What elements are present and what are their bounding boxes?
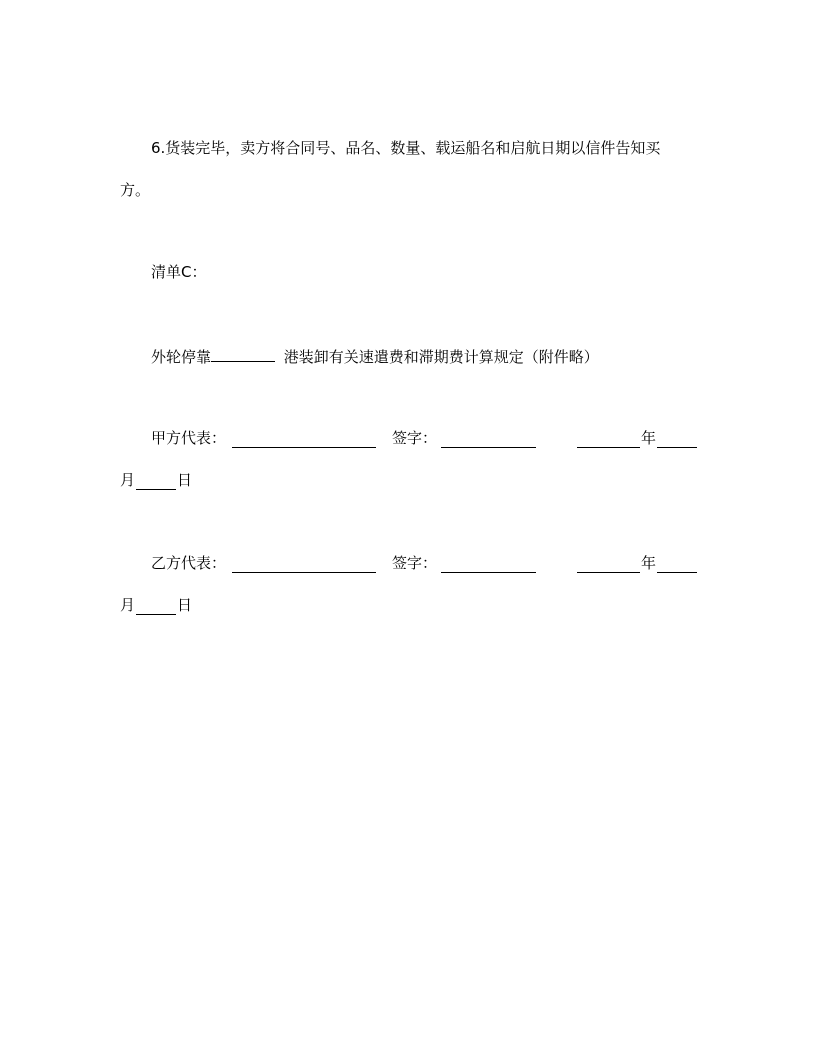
berth-prefix: 外轮停靠 <box>151 348 212 366</box>
party-b-month-blank[interactable] <box>657 556 697 573</box>
party-a-signature-blank[interactable] <box>441 431 536 448</box>
berth-suffix: 港装卸有关速遣费和滞期费计算规定（附件略） <box>283 348 599 366</box>
party-b-representative-label: 乙方代表： <box>151 554 227 572</box>
party-a-day-blank[interactable] <box>136 473 176 490</box>
party-b-year-blank[interactable] <box>577 556 640 573</box>
party-a-representative-blank[interactable] <box>232 431 376 448</box>
party-b-sign-label: 签字： <box>392 554 438 572</box>
party-b-signature-blank[interactable] <box>441 556 536 573</box>
party-a-representative-label: 甲方代表： <box>151 429 227 447</box>
clause-6-line-1: 6.货装完毕，卖方将合同号、品名、数量、载运船名和启航日期以信件告知买 <box>151 139 661 157</box>
party-a-sign-label: 签字： <box>392 429 438 447</box>
party-a-day-label: 日 <box>177 471 193 489</box>
party-a-month-label: 月 <box>120 471 136 489</box>
party-b-month-label: 月 <box>120 596 136 614</box>
berth-clause <box>151 345 599 367</box>
party-a-year-blank[interactable] <box>577 431 640 448</box>
list-c-heading: 清单C： <box>151 263 207 281</box>
clause-6-line-2: 方。 <box>120 181 151 199</box>
port-name-blank[interactable] <box>211 345 275 362</box>
party-a-year-label: 年 <box>641 429 657 447</box>
party-a-month-blank[interactable] <box>657 431 697 448</box>
party-b-day-blank[interactable] <box>136 598 176 615</box>
party-b-representative-blank[interactable] <box>232 556 376 573</box>
party-b-day-label: 日 <box>177 596 193 614</box>
party-b-year-label: 年 <box>641 554 657 572</box>
